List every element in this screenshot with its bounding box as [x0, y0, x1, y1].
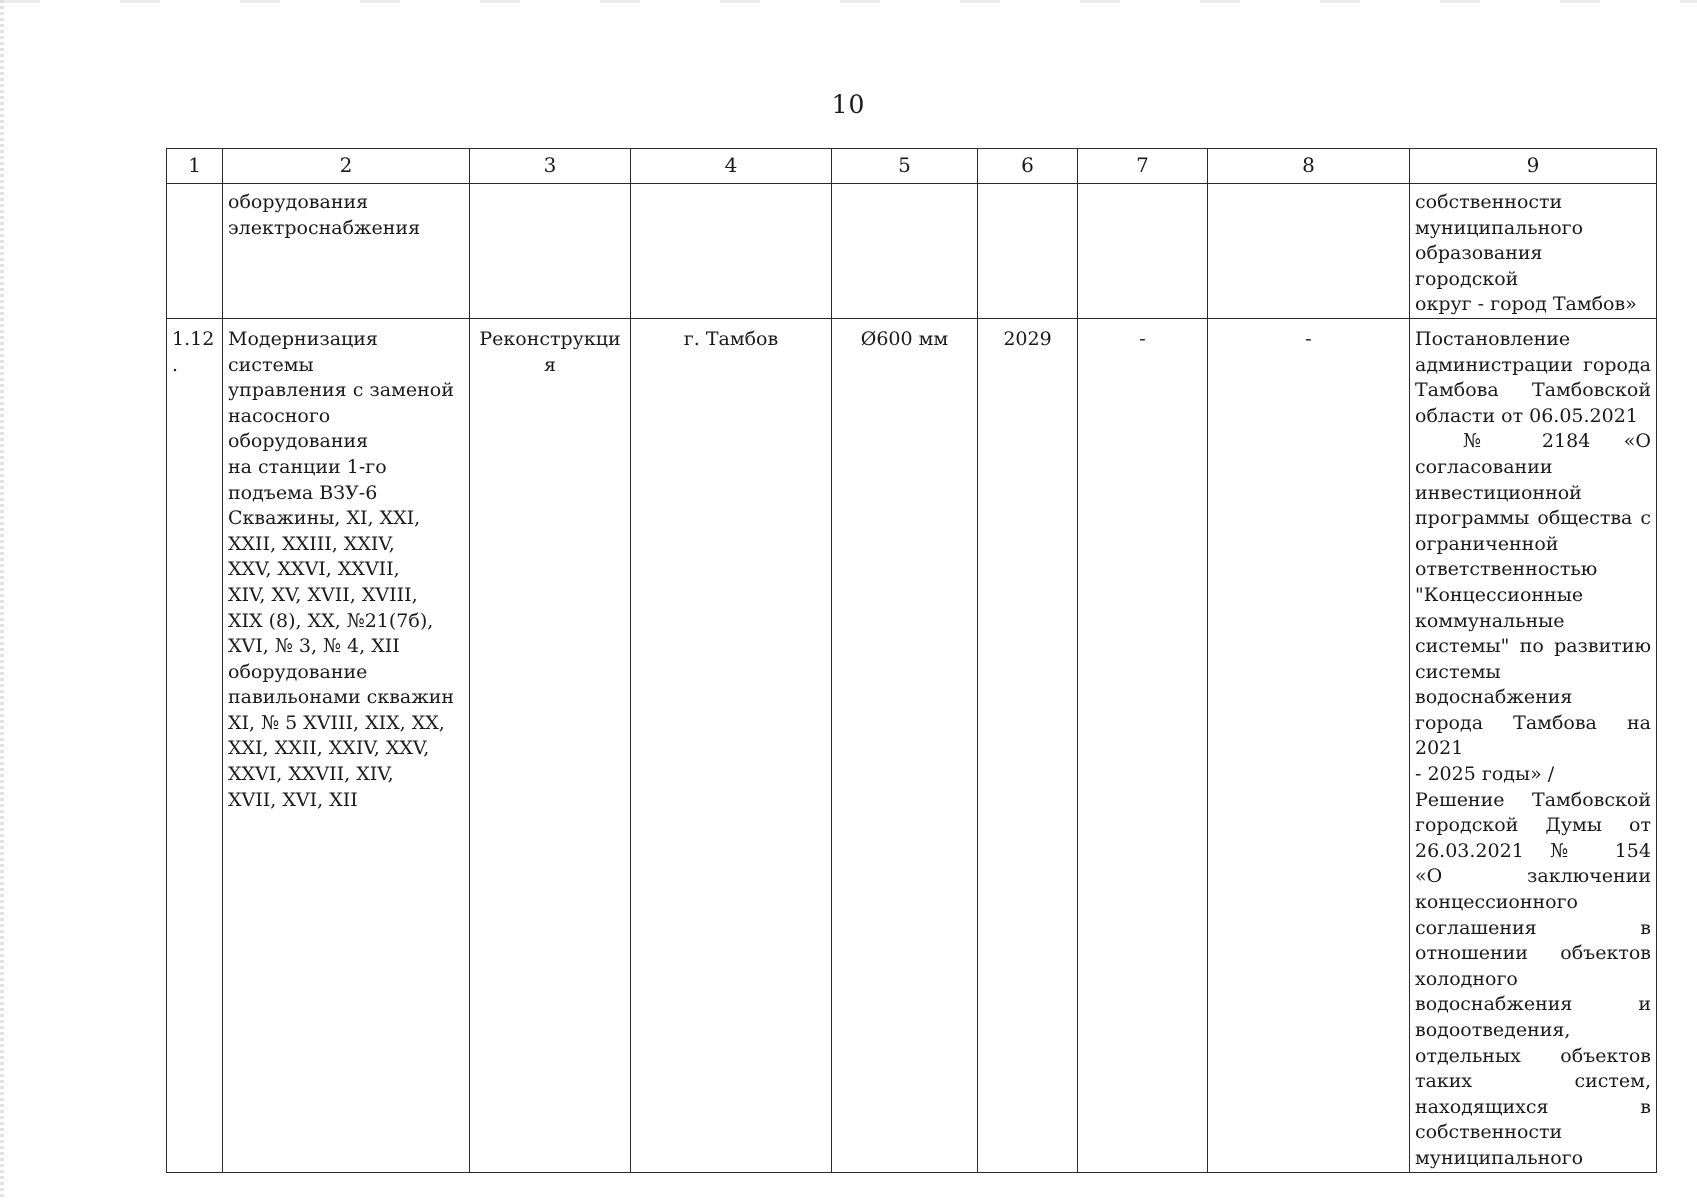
- work-type-cell: Реконструкция: [470, 318, 631, 1172]
- location-cell: г. Тамбов: [631, 318, 832, 1172]
- table-cell: [1208, 184, 1410, 319]
- cell-line: округ - город Тамбов»: [1415, 293, 1637, 316]
- col8-cell: -: [1208, 318, 1410, 1172]
- cell-line: ответственностью: [1415, 558, 1598, 581]
- table-cell: [1410, 184, 1657, 319]
- column-header: 4: [631, 149, 832, 184]
- cell-line: подъема ВЗУ-6: [228, 481, 378, 504]
- cell-line: системы водоснабжения: [1415, 660, 1573, 709]
- table-cell: [223, 184, 470, 319]
- cell-line: насосного оборудования: [228, 404, 369, 453]
- cell-line: XIX (8), XX, №21(7б),: [228, 609, 434, 632]
- column-header: 5: [832, 149, 978, 184]
- cell-line: павильонами скважин: [228, 686, 455, 709]
- cell-line: "Концессионные: [1415, 583, 1584, 606]
- cell-line: XIV, XV, XVII, XVIII,: [228, 583, 418, 606]
- cell-line: XXII, XXIII, XXIV,: [228, 532, 395, 555]
- column-header: 8: [1208, 149, 1410, 184]
- cell-line: Постановление: [1415, 327, 1571, 350]
- cell-line: отношении объектов: [1415, 942, 1651, 965]
- cell-line: области от 06.05.2021: [1415, 404, 1638, 427]
- document-table: [166, 148, 1657, 1173]
- page-number: 10: [831, 90, 866, 119]
- table-cell: [631, 184, 832, 319]
- cell-line: администрации города: [1415, 353, 1651, 376]
- cell-line: инвестиционной: [1415, 481, 1582, 504]
- cell-line: муниципального: [1415, 1146, 1584, 1169]
- cell-line: ограниченной: [1415, 532, 1559, 555]
- column-header: 1: [167, 149, 223, 184]
- cell-line: на станции 1-го: [228, 455, 387, 478]
- row-number-cell: 1.12.: [167, 318, 223, 1172]
- col7-cell: -: [1078, 318, 1208, 1172]
- cell-line: XVII, XVI, XII: [228, 788, 358, 811]
- cell-line: Скважины, XI, XXI,: [228, 507, 421, 530]
- cell-line: водоснабжения и: [1415, 993, 1651, 1016]
- cell-line: XXI, XXII, XXIV, XXV,: [228, 737, 430, 760]
- table-header-row: [167, 149, 1657, 184]
- cell-line: 26.03.2021 № 154: [1415, 839, 1651, 862]
- cell-line: концессионного: [1415, 891, 1578, 914]
- column-header: 3: [470, 149, 631, 184]
- continuation-row: [167, 184, 1657, 319]
- column-header: 6: [978, 149, 1078, 184]
- cell-line: находящихся в: [1415, 1095, 1651, 1118]
- cell-line: Решение Тамбовской: [1415, 788, 1651, 811]
- table-cell: [832, 184, 978, 319]
- parameter-cell: Ø600 мм: [832, 318, 978, 1172]
- cell-line: муниципального: [1415, 216, 1584, 239]
- year-cell: 2029: [978, 318, 1078, 1172]
- cell-line: XVI, № 3, № 4, XII: [228, 635, 400, 658]
- cell-line: города Тамбова на 2021: [1415, 711, 1651, 760]
- cell-line: Тамбова Тамбовской: [1415, 379, 1651, 402]
- table-cell: [470, 184, 631, 319]
- cell-line: XI, № 5 XVIII, XIX, XX,: [228, 711, 445, 734]
- scan-edge-left: [0, 0, 4, 1200]
- cell-line: Модернизация системы: [228, 327, 378, 376]
- cell-line: отдельных объектов: [1415, 1044, 1651, 1067]
- cell-line: XXV, XXVI, XXVII,: [228, 558, 400, 581]
- cell-line: водоотведения,: [1415, 1019, 1571, 1041]
- cell-line: согласовании: [1415, 455, 1553, 478]
- cell-line: программы общества с: [1415, 507, 1651, 530]
- item-name-cell: [223, 318, 470, 1172]
- column-header: 9: [1410, 149, 1657, 184]
- cell-line: - 2025 годы» /: [1415, 763, 1555, 786]
- cell-line: собственности: [1415, 1121, 1563, 1144]
- cell-line: управления с заменой: [228, 379, 454, 402]
- cell-line: городской Думы от: [1415, 814, 1651, 837]
- table-row: [167, 318, 1657, 1172]
- cell-line: «О заключении: [1415, 865, 1651, 888]
- cell-line: № 2184 «О: [1463, 430, 1651, 453]
- cell-line: оборудование: [228, 660, 368, 683]
- table-cell: [1078, 184, 1208, 319]
- cell-line: образования городской: [1415, 242, 1543, 290]
- column-header: 2: [223, 149, 470, 184]
- cell-line: оборудования: [228, 191, 369, 213]
- cell-line: холодного: [1415, 967, 1518, 990]
- table-cell: [978, 184, 1078, 319]
- basis-cell: [1410, 318, 1657, 1172]
- scan-edge-top: [0, 0, 1697, 3]
- cell-line: электроснабжения: [228, 216, 421, 239]
- column-header: 7: [1078, 149, 1208, 184]
- cell-line: системы" по развитию: [1415, 635, 1651, 658]
- cell-line: соглашения в: [1415, 916, 1651, 939]
- cell-line: таких систем,: [1415, 1070, 1651, 1093]
- table-cell: [167, 184, 223, 319]
- cell-line: XXVI, XXVII, XIV,: [228, 763, 394, 786]
- cell-line: коммунальные: [1415, 609, 1565, 632]
- cell-line: собственности: [1415, 191, 1563, 213]
